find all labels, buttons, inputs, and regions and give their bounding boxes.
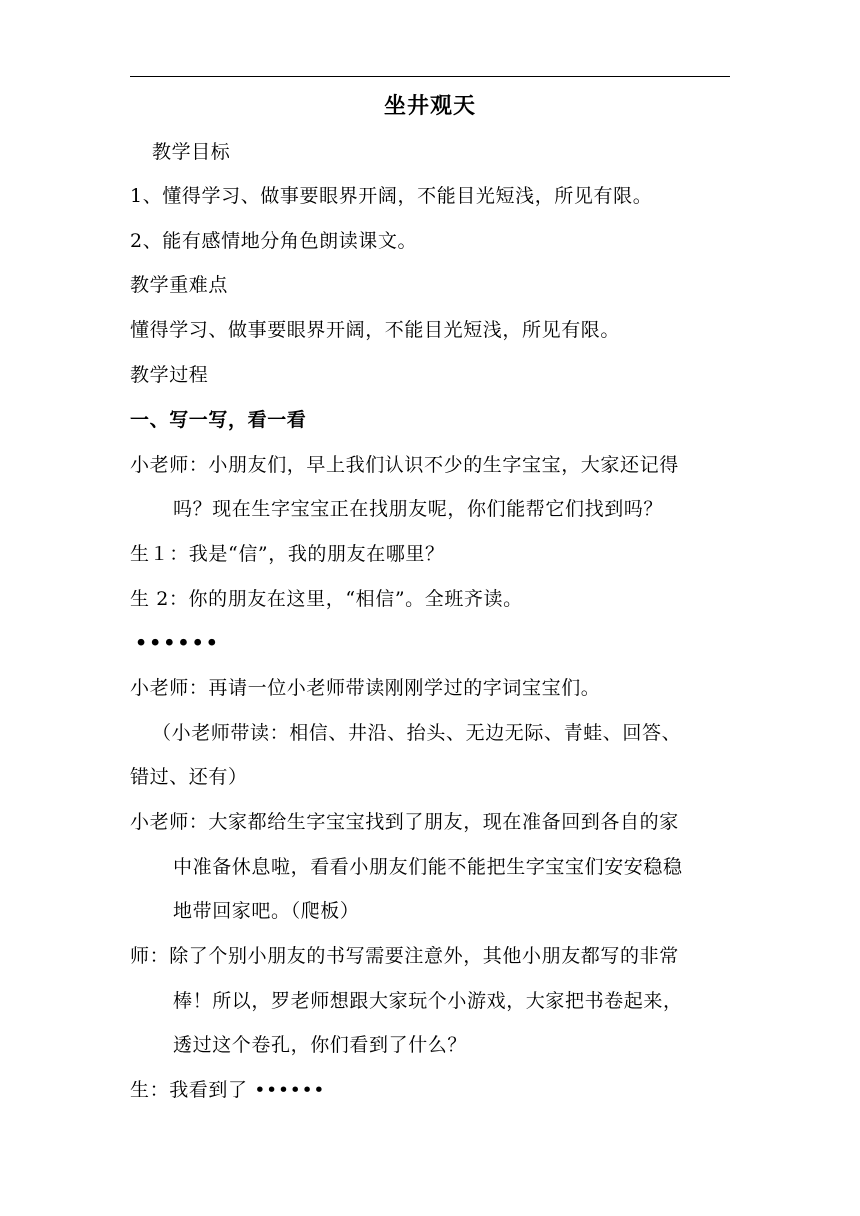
objective-2: 2、能有感情地分角色朗读课文。 [130,230,418,252]
section-heading-process: 教学过程 [130,364,209,386]
paragraph-line: 错过、还有） [130,766,248,788]
paragraph-line: 生 2：你的朋友在这里，“相信”。全班齐读。 [130,588,523,610]
section-heading-objectives: 教学目标 [152,141,231,163]
step-heading-1: 一、写一写，看一看 [130,409,307,431]
paragraph-line: 小老师：再请一位小老师带读刚刚学过的字词宝宝们。 [130,677,601,699]
paragraph-line: 小老师：大家都给生字宝宝找到了朋友，现在准备回到各自的家 [130,811,679,833]
paragraph-line: 生１：我是“信”，我的朋友在哪里？ [130,543,445,565]
paragraph-line: 生：我看到了 •••••• [130,1079,326,1101]
paragraph-line: 小老师：小朋友们，早上我们认识不少的生字宝宝，大家还记得 [130,454,679,476]
paragraph-line: 地带回家吧。（爬板） [173,900,360,922]
section-heading-key-points: 教学重难点 [130,274,229,296]
paragraph-line: 透过这个卷孔，你们看到了什么？ [173,1034,468,1056]
ellipsis-dots: •••••• [135,632,220,654]
header-rule [130,76,730,77]
paragraph-line: 中准备休息啦，看看小朋友们能不能把生字宝宝们安安稳稳 [173,856,683,878]
document-title: 坐井观天 [383,93,476,119]
paragraph-line: 棒！所以，罗老师想跟大家玩个小游戏，大家把书卷起来， [173,990,683,1012]
paragraph-line: 吗？现在生字宝宝正在找朋友呢，你们能帮它们找到吗？ [173,498,664,520]
objective-1: 1、懂得学习、做事要眼界开阔，不能目光短浅，所见有限。 [130,185,653,207]
paragraph-line: 师：除了个别小朋友的书写需要注意外，其他小朋友都写的非常 [130,945,679,967]
paragraph-line: （小老师带读：相信、井沿、抬头、无边无际、青蛙、回答、 [152,722,682,744]
key-point-text: 懂得学习、做事要眼界开阔，不能目光短浅，所见有限。 [130,319,621,341]
